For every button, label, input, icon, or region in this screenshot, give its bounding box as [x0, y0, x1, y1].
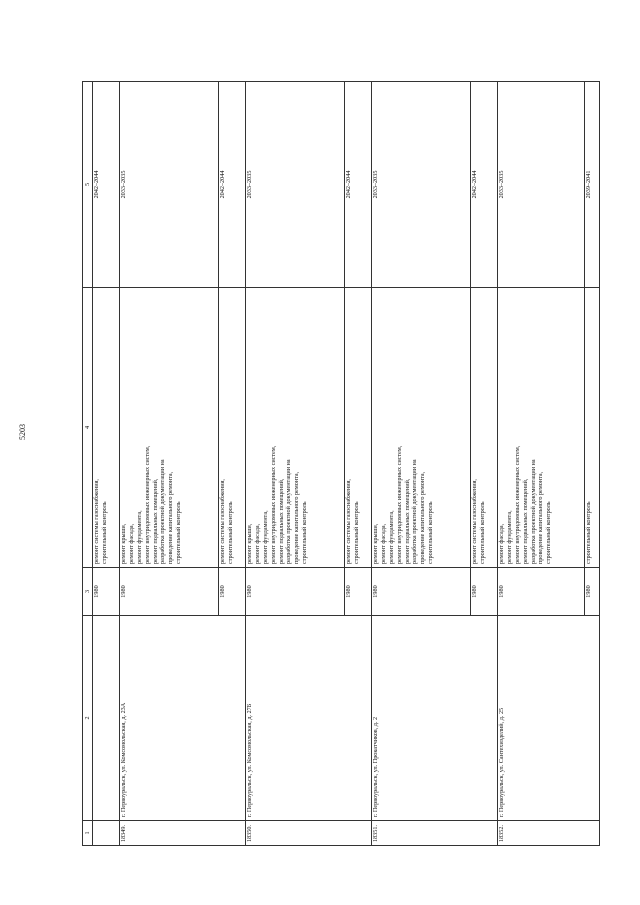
record-number: 18350. [245, 821, 371, 846]
work-item: ремонт фасада, [380, 523, 388, 564]
works-list [371, 288, 470, 568]
page-number: 5203 [18, 424, 27, 440]
repair-period: 2033–2035 [245, 82, 344, 288]
work-item: ремонт фасада, [498, 523, 506, 564]
year-built: 1980 [119, 568, 218, 616]
record-number [92, 821, 119, 846]
table-row [245, 82, 344, 846]
work-item: строительный контроль [479, 501, 487, 564]
works-list [497, 288, 584, 568]
work-item: ремонт внутридомовых инженерных систем, [143, 445, 151, 564]
year-built: 1980 [344, 568, 371, 616]
work-item: ремонт фасада, [254, 523, 262, 564]
building-address: г. Первоуральск, ул. Комсомольская, д. 27Б [245, 616, 371, 821]
work-item: ремонт фундамента, [261, 510, 269, 564]
work-item: ремонт крыши, [246, 523, 254, 564]
repair-schedule-table [82, 81, 600, 846]
work-item: ремонт крыши, [120, 523, 128, 564]
work-item: ремонт фундамента, [135, 510, 143, 564]
table-body [92, 82, 599, 846]
works-list [584, 288, 599, 568]
building-address: г. Первоуральск, ул. Сантехизделий, д. 25 [497, 616, 599, 821]
work-item: строительный контроль [174, 501, 182, 564]
work-item: разработка проектной документации на [159, 459, 167, 564]
year-built: 1980 [470, 568, 497, 616]
work-item: ремонт фасада, [128, 523, 136, 564]
table-row [119, 82, 218, 846]
record-number: 18349. [119, 821, 245, 846]
repair-period: 2033–2035 [497, 82, 584, 288]
year-built: 1980 [497, 568, 584, 616]
work-item: ремонт подвальных помещений, [403, 478, 411, 564]
work-item: строительный контроль [353, 501, 361, 564]
repair-period: 2033–2035 [371, 82, 470, 288]
work-item: строительный контроль [545, 501, 553, 564]
work-item: ремонт фундамента, [506, 510, 514, 564]
year-built: 1980 [245, 568, 344, 616]
building-address: г. Первоуральск, ул. Прокатчиков, д. 2 [371, 616, 497, 821]
work-item: проведение капитального ремонта, [293, 471, 301, 564]
work-item: ремонт системы газоснабжения, [219, 479, 227, 564]
work-item: проведение капитального ремонта, [167, 471, 175, 564]
work-item: ремонт фундамента, [387, 510, 395, 564]
work-item: ремонт внутридомовых инженерных систем, [513, 445, 521, 564]
works-list [92, 288, 119, 568]
record-number: 18352. [497, 821, 599, 846]
work-item: ремонт подвальных помещений, [277, 478, 285, 564]
year-built: 1980 [218, 568, 245, 616]
work-item: проведение капитального ремонта, [419, 471, 427, 564]
work-item: строительный контроль [101, 501, 109, 564]
repair-period: 2033–2035 [119, 82, 218, 288]
building-address [92, 616, 119, 821]
works-list [344, 288, 371, 568]
work-item: строительный контроль [426, 501, 434, 564]
work-item: строительный контроль [227, 501, 235, 564]
work-item: ремонт подвальных помещений, [151, 478, 159, 564]
works-list [470, 288, 497, 568]
work-item: ремонт внутридомовых инженерных систем, [395, 445, 403, 564]
work-item: строительный контроль [300, 501, 308, 564]
header-cell: 5 [83, 82, 93, 288]
works-list [245, 288, 344, 568]
year-built: 1980 [371, 568, 470, 616]
header-cell: 3 [83, 568, 93, 616]
year-built: 1980 [584, 568, 599, 616]
work-item: ремонт системы газоснабжения, [471, 479, 479, 564]
work-item: ремонт крыши, [372, 523, 380, 564]
work-item: проведение капитального ремонта, [537, 471, 545, 564]
header-cell: 4 [83, 288, 93, 568]
year-built: 1980 [92, 568, 119, 616]
record-number: 18351. [371, 821, 497, 846]
repair-period: 2042–2044 [470, 82, 497, 288]
repair-period: 2042–2044 [218, 82, 245, 288]
work-item: ремонт внутридомовых инженерных систем, [269, 445, 277, 564]
table-row [92, 82, 119, 846]
work-item: ремонт системы газоснабжения, [345, 479, 353, 564]
repair-period: 2042–2044 [92, 82, 119, 288]
building-address: г. Первоуральск, ул. Комсомольская, д. 23А [119, 616, 245, 821]
repair-period: 2039–2041 [584, 82, 599, 288]
table-row [497, 82, 584, 846]
header-cell: 2 [83, 616, 93, 821]
work-item: строительный контроль [585, 501, 593, 564]
work-item: ремонт подвальных помещений, [521, 478, 529, 564]
table-row [371, 82, 470, 846]
work-item: разработка проектной документации на [529, 459, 537, 564]
rotated-table-container [82, 81, 600, 846]
work-item: ремонт системы газоснабжения, [93, 479, 101, 564]
header-row [83, 82, 93, 846]
work-item: разработка проектной документации на [285, 459, 293, 564]
repair-period: 2042–2044 [344, 82, 371, 288]
works-list [119, 288, 218, 568]
work-item: разработка проектной документации на [411, 459, 419, 564]
header-cell: 1 [83, 821, 93, 846]
works-list [218, 288, 245, 568]
